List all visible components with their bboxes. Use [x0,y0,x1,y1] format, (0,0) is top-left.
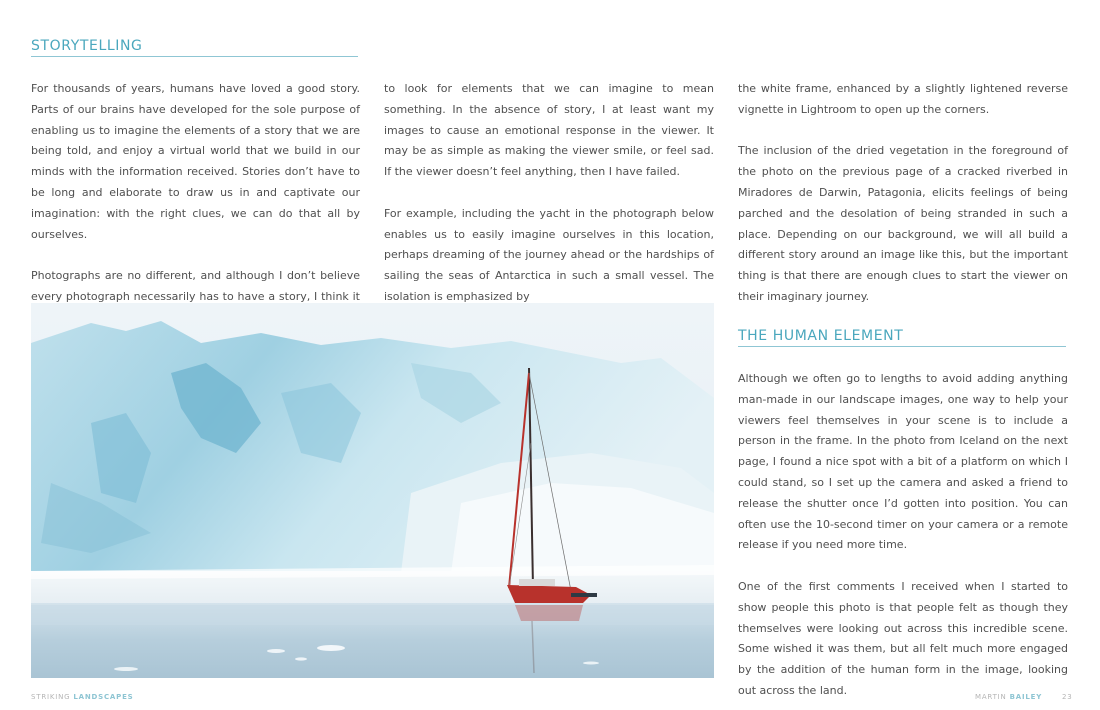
paragraph: The inclusion of the dried vegetation in the foreground of the photo on the previous page of a cracked riverbed in Miradores de Darwin, Patagonia, elicits feelings of being parched and the desolation of being stranded in such a place. Depending on our background, we will all build a different story around an image like this, but the important thing is that there are enough clues to start the viewer on their imaginary journey. [738,144,1068,303]
footer-book-title: LANDSCAPES [73,693,134,701]
yacht-iceberg-photo [31,303,714,678]
paragraph: the white frame, enhanced by a slightly lightened reverse vignette in Lightroom to open up the corners. [738,82,1068,116]
text-column-1 [31,79,360,329]
footer-right [975,693,1042,701]
paragraph: Although we often go to lengths to avoid adding anything man-made in our landscape images, one way to help your viewers feel themselves in your scene is to include a person in the frame. In the photo from Iceland on the next page, I found a nice spot with a bit of a platform on which I could stand, so I set up the camera and asked a friend to release the shutter once I’d gotten into position. You can often use the 10-second timer on your camera or a remote release if you need more time. [738,372,1068,552]
paragraph: to look for elements that we can imagine to mean something. In the absence of story, I at least want my images to cause an emotional response in the viewer. It may be as simple as making the viewer smile, or feel sad. If the viewer doesn’t feel anything, then I have failed. [384,82,714,179]
section-heading-human-element [738,328,1066,347]
heading-text: STORYTELLING [31,38,143,54]
paragraph: For example, including the yacht in the photograph below enables us to easily imagine ourselves in this location, perhaps dreaming of the journey ahead or the hardships of sailing the seas of Antarctica in such a small vessel. The isolation is emphasized by [384,206,714,303]
page-number-text: 23 [1062,693,1073,701]
page-number [1062,693,1073,701]
footer-author-prefix: MARTIN [975,693,1010,701]
text-column-3-lower [738,369,1068,702]
heading-text: THE HUMAN ELEMENT [738,328,904,344]
paragraph: Photographs are no different, and although I don’t believe every photograph necessarily has to have a story, I think it [31,269,360,303]
section-heading-storytelling [31,38,358,57]
paragraph: One of the first comments I received when I started to show people this photo is that people felt as though they themselves were looking out across this incredible scene. Some wished it was them, but all felt much more engaged by the addition of the human form in the image, looking out across the land. [738,579,1068,697]
footer-left [31,693,134,701]
footer-author: BAILEY [1009,693,1043,701]
paragraph: For thousands of years, humans have loved a good story. Parts of our brains have developed for the sole purpose of enabling us to imagine the elements of a story that we are being told, and enjoy a virtual world that we build in our minds with the information received. Stories don’t have to be long and elaborate to draw us in and captivate our imagination: with the right clues, we can do that all by ourselves. [31,82,360,241]
text-column-2 [384,79,714,308]
text-column-3 [738,79,1068,308]
footer-book-title-prefix: STRIKING [31,693,74,701]
